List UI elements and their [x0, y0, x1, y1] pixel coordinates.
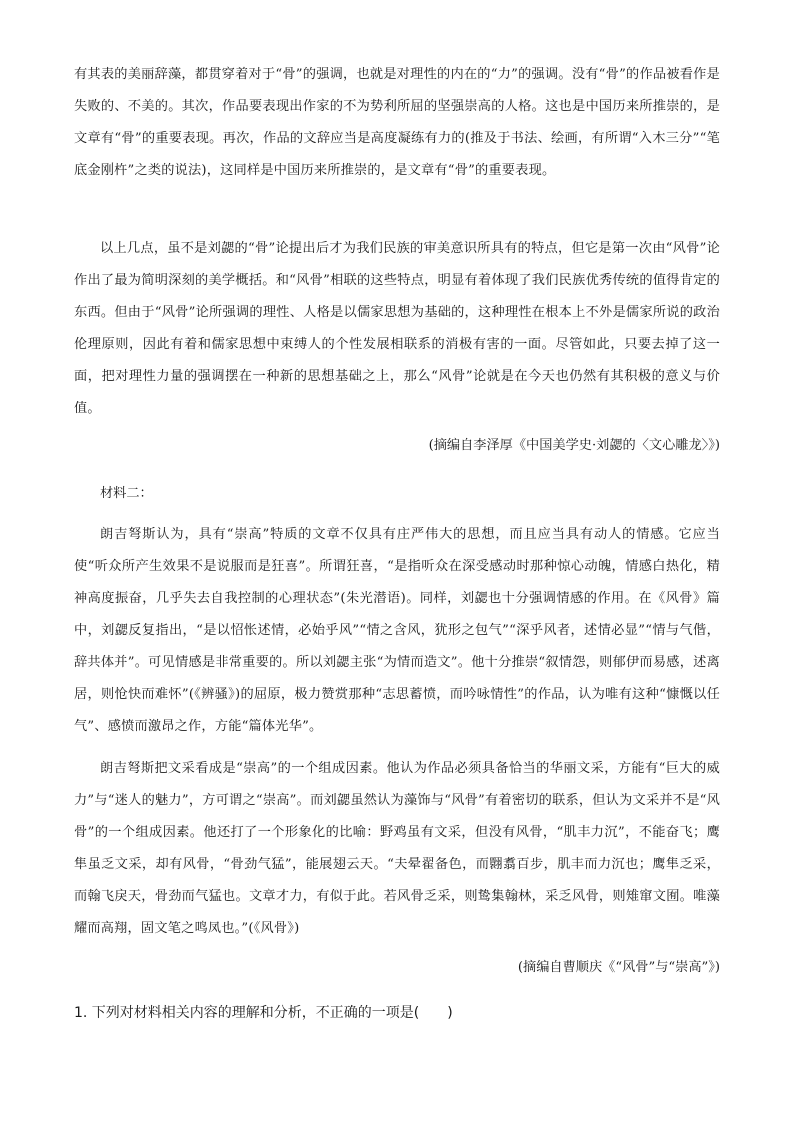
- paragraph-1: 有其表的美丽辞藻，都贯穿着对于“骨”的强调，也就是对理性的内在的“力”的强调。没有“骨”的作品被看作是失败的、不美的。其次，作品要表现出作家的不为势利所屈的坚强崇高的人格。这也是中国历来所推崇的，是文章有“骨”的重要表现。再次，作品的文辞应当是高度凝练有力的(推及于书法、绘画，有所谓“入木三分”“笔底金刚杵”之类的说法)，这同样是中国历来所推崇的，是文章有“骨”的重要表现。: [74, 67, 720, 178]
- material-2-heading: 材料二：: [100, 486, 153, 501]
- source-citation-2: (摘编自曹顺庆《“风骨”与“崇高”》): [517, 960, 720, 975]
- paragraph-4: 朗吉弩斯把文采看成是“崇高”的一个组成因素。他认为作品必须具备恰当的华丽文采，方能有“巨大的威力”与“迷人的魅力”，方可谓之“崇高”。而刘勰虽然认为藻饰与“风骨”有着密切的联系，但认为文采并不是“风骨”的一个组成因素。他还打了一个形象化的比喻：野鸡虽有文采，但没有风骨，“肌丰力沉”，不能奋飞；鹰隼虽乏文采，却有风骨，“骨劲气猛”，能展翅云天。“夫晕翟备色，而翾翥百步，肌丰而力沉也；鹰隼乏采，而翰飞戾天，骨劲而气猛也。文章才力，有似于此。若风骨乏采，则鸷集翰林，采乏风骨，则雉窜文囿。唯藻耀而高翔，固文笔之鸣凤也。”(《风骨》): [74, 761, 720, 936]
- paragraph-2: 以上几点，虽不是刘勰的“骨”论提出后才为我们民族的审美意识所具有的特点，但它是第一次由“风骨”论作出了最为简明深刻的美学概括。和“风骨”相联的这些特点，明显有着体现了我们民族优秀传统的值得肯定的东西。但由于“风骨”论所强调的理性、人格是以儒家思想为基础的，这种理性在根本上不外是儒家所说的政治伦理原则，因此有着和儒家思想中束缚人的个性发展相联系的消极有害的一面。尽管如此，只要去掉了这一面，把对理性力量的强调摆在一种新的思想基础之上，那么“风骨”论就是在今天也仍然有其积极的意义与价值。: [74, 241, 720, 416]
- paragraph-3: 朗吉弩斯认为，具有“崇高”特质的文章不仅具有庄严伟大的思想，而且应当具有动人的情感。它应当使“听众所产生效果不是说服而是狂喜”。所谓狂喜，“是指听众在深受感动时那种惊心动魄，情感白热化，精神高度振奋，几乎失去自我控制的心理状态”(朱光潜语)。同样，刘勰也十分强调情感的作用。在《风骨》篇中，刘勰反复指出，“是以怊怅述情，必始乎风”“情之含风，犹形之包气”“深乎风者，述情必显”“情与气偕，辞共体并”。可见情感是非常重要的。所以刘勰主张“为情而造文”。他十分推崇“叙情怨，则郁伊而易感，述离居，则怆快而难怀”(《辨骚》)的屈原，极力赞赏那种“志思蓄愤，而吟咏情性”的作品，认为唯有这种“慷慨以任气”、感愤而激昂之作，方能“篇体光华”。: [74, 527, 720, 734]
- question-1: 1. 下列对材料相关内容的理解和分析，不正确的一项是( ): [74, 1005, 453, 1021]
- source-citation-1: (摘编自李泽厚《中国美学史·刘勰的〈文心雕龙〉》): [428, 438, 720, 453]
